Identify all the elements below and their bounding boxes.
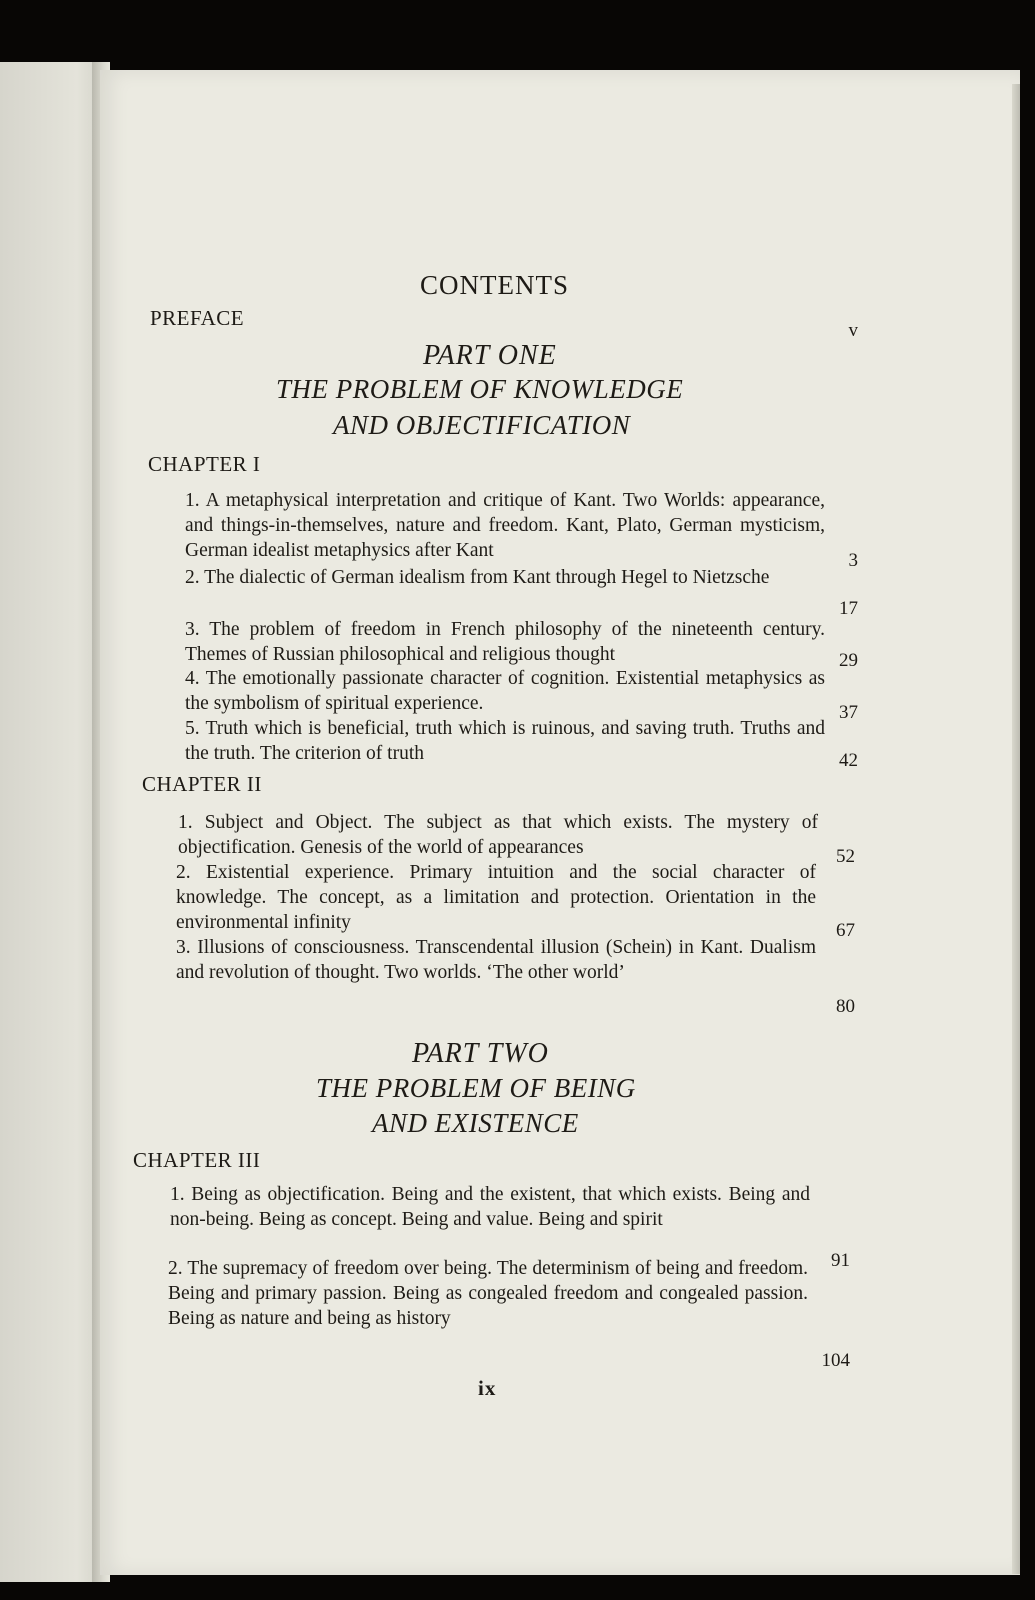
chapter-one-section-2-page: 17 [839, 598, 858, 619]
part-one-label: PART ONE [423, 340, 557, 371]
chapter-three-section-2: 2. The supremacy of freedom over being. The determinism of being and freedom. Being and primary passion. Being as congealed freedom and congealed passion. Being as nature and being as history [168, 1258, 808, 1329]
chapter-one-section-1: 1. A metaphysical interpretation and critique of Kant. Two Worlds: appearance, and things-in-themselves, nature and freedom. Kant, Plato, German mysticism, German idealist metaphysics after Kant [185, 490, 825, 561]
chapter-one-section-4: 4. The emotionally passionate character of cognition. Existential metaphysics as the symbolism of spiritual experience. [185, 668, 825, 714]
contents-title: CONTENTS [420, 270, 569, 300]
part-two-title-line2: AND EXISTENCE [372, 1108, 579, 1138]
chapter-three-section-1: 1. Being as objectification. Being and the existent, that which exists. Being and non-being. Being as concept. Being and value. Being and spirit [170, 1184, 810, 1230]
chapter-two-section-3-page: 80 [836, 996, 855, 1017]
chapter-one-section-4-page: 37 [839, 702, 858, 723]
chapter-three-section-2-page: 104 [821, 1350, 850, 1371]
part-one-title-line1: THE PROBLEM OF KNOWLEDGE [276, 374, 684, 404]
chapter-one-section-2: 2. The dialectic of German idealism from Kant through Hegel to Nietzsche [185, 567, 770, 588]
page-edge [1012, 84, 1020, 1574]
preface-page: v [848, 320, 858, 341]
chapter-two-heading: CHAPTER II [142, 772, 262, 796]
chapter-one-heading: CHAPTER I [148, 452, 261, 476]
part-two-label: PART TWO [412, 1038, 549, 1069]
chapter-one-section-3-page: 29 [839, 650, 858, 671]
chapter-two-section-3: 3. Illusions of consciousness. Transcendental illusion (Schein) in Kant. Dualism and revolution of thought. Two worlds. ‘The other world’ [176, 937, 816, 983]
chapter-two-section-1: 1. Subject and Object. The subject as that which exists. The mystery of objectification. Genesis of the world of appearances [178, 812, 818, 858]
chapter-three-section-1-page: 91 [831, 1250, 850, 1271]
chapter-one-section-5: 5. Truth which is beneficial, truth which is ruinous, and saving truth. Truths and the truth. The criterion of truth [185, 718, 825, 764]
part-one-title-line2: AND OBJECTIFICATION [333, 410, 631, 440]
page-number: ix [478, 1376, 497, 1400]
chapter-three-heading: CHAPTER III [133, 1148, 261, 1172]
chapter-one-section-3: 3. The problem of freedom in French philosophy of the nineteenth century. Themes of Russian philosophical and religious thought [185, 619, 825, 665]
part-two-title-line1: THE PROBLEM OF BEING [316, 1073, 636, 1103]
chapter-one-section-1-page: 3 [848, 550, 858, 571]
preface-label: PREFACE [150, 306, 245, 330]
chapter-one-section-5-page: 42 [839, 750, 858, 771]
chapter-two-section-2-page: 67 [836, 920, 855, 941]
chapter-two-section-1-page: 52 [836, 846, 855, 867]
chapter-two-section-2: 2. Existential experience. Primary intuition and the social character of knowledge. The concept, as a limitation and protection. Orientation in the environmental infinity [176, 862, 816, 933]
